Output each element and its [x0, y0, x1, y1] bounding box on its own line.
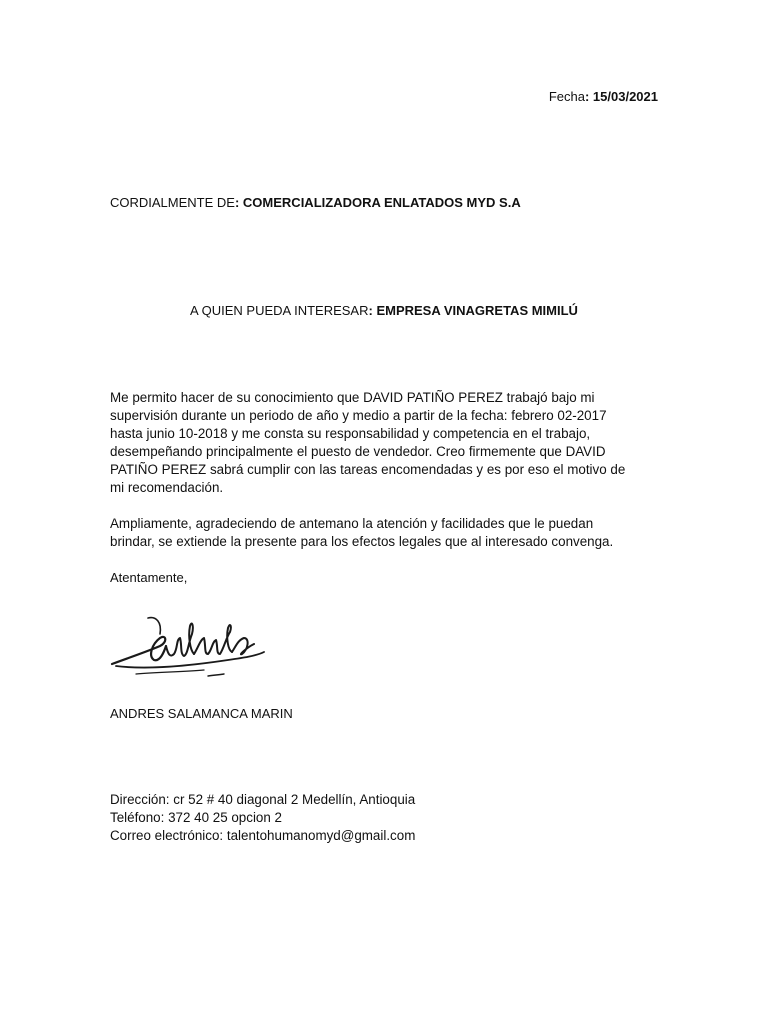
date-label: Fecha: [548, 89, 585, 104]
paragraph-line: Ampliamente, agradeciendo de antemano la atención y facilidades que le puedan: [110, 516, 594, 531]
recipient-line: A QUIEN PUEDA INTERESAR: EMPRESA VINAGRETAS MIMILÚ: [190, 303, 578, 318]
paragraph-line: supervisión durante un periodo de año y medio a partir de la fecha: febrero 02-2017: [110, 408, 607, 423]
paragraph-line: hasta junio 10-2018 y me consta su responsabilidad y competencia en el trabajo,: [110, 426, 591, 441]
sender-line: CORDIALMENTE DE: COMERCIALIZADORA ENLATADOS MYD S.A: [110, 195, 521, 210]
date-line: Fecha: 15/03/2021: [548, 89, 658, 104]
paragraph-line: Me permito hacer de su conocimiento que DAVID PATIÑO PEREZ trabajó bajo mi: [110, 390, 595, 405]
paragraph-line: desempeñando principalmente el puesto de vendedor. Creo firmemente que DAVID: [110, 444, 606, 459]
paragraph-line: mi recomendación.: [110, 480, 224, 495]
recipient-company: EMPRESA VINAGRETAS MIMILÚ: [376, 303, 578, 318]
body-paragraph-1: [110, 389, 670, 497]
closing-text: Atentamente,: [110, 570, 188, 585]
handwritten-signature: [108, 604, 270, 686]
sender-label: CORDIALMENTE DE: [110, 195, 235, 210]
contact-address: Dirección: cr 52 # 40 diagonal 2 Medellín, Antioquia: [110, 792, 416, 807]
paragraph-line: PATIÑO PEREZ sabrá cumplir con las tareas encomendadas y es por eso el motivo de: [110, 462, 626, 477]
signer-name: ANDRES SALAMANCA MARIN: [110, 706, 293, 721]
contact-phone: Teléfono: 372 40 25 opcion 2: [110, 810, 282, 825]
sender-company: COMERCIALIZADORA ENLATADOS MYD S.A: [242, 195, 521, 210]
body-paragraph-2: [110, 515, 670, 551]
paragraph-line: brindar, se extiende la presente para los efectos legales que al interesado convenga.: [110, 534, 614, 549]
contact-email: Correo electrónico: talentohumanomyd@gmail.com: [110, 828, 416, 843]
contact-block: [110, 791, 415, 845]
recipient-label: A QUIEN PUEDA INTERESAR: [190, 303, 369, 318]
date-value: 15/03/2021: [592, 89, 658, 104]
